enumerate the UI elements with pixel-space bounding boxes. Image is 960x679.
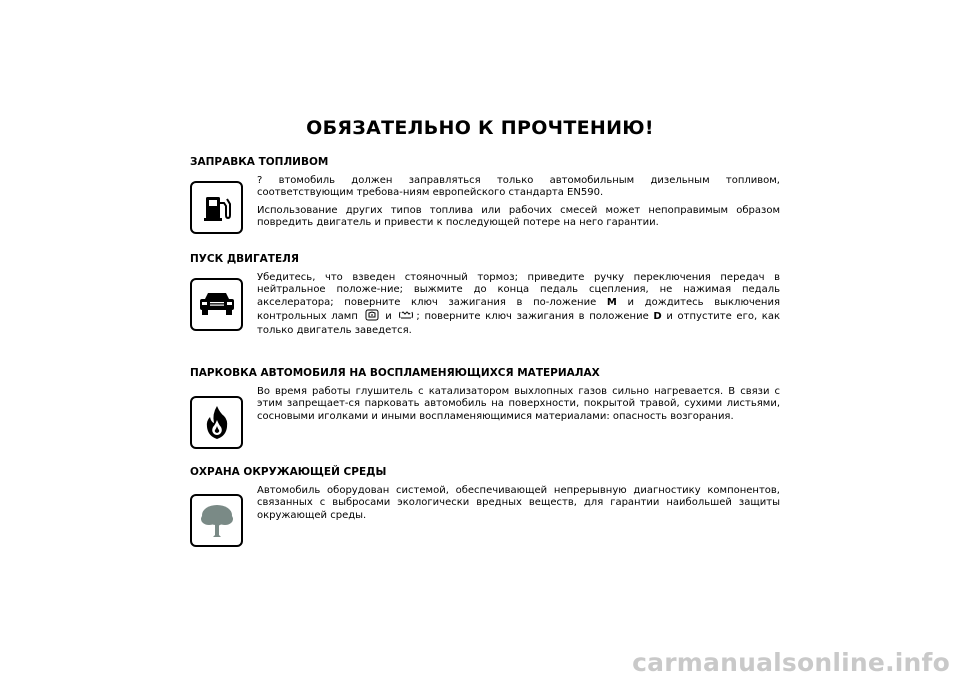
- engine-start-text-and: и: [380, 310, 397, 322]
- engine-start-text-4: и отпустите его, как только двигатель заведется.: [257, 310, 780, 337]
- glow-plug-icon: [398, 309, 414, 325]
- car-front-icon: [190, 278, 243, 331]
- section-heading-refueling: ЗАПРАВКА ТОПЛИВОМ: [190, 156, 329, 168]
- section-refueling: [190, 156, 780, 234]
- section-heading-engine-start: ПУСК ДВИГАТЕЛЯ: [190, 253, 299, 265]
- refueling-paragraph-2: Использование других типов топлива или рабочих смесей может непоправимым образом повредить двигатель и привести к последующей потере на него гарантии.: [257, 204, 780, 228]
- ignition-position-d: D: [653, 310, 662, 322]
- ignition-position-m: M: [606, 296, 617, 308]
- watermark-text: carmanualsonline.info: [632, 648, 950, 677]
- section-heading-parking-flammable: ПАРКОВКА АВТОМОБИЛЯ НА ВОСПЛАМЕНЯЮЩИХСЯ МАТЕРИАЛАХ: [190, 367, 600, 379]
- fuel-pump-icon: [190, 181, 243, 234]
- flame-icon: [190, 396, 243, 449]
- engine-start-text-2: и дождитесь выключения контрольных ламп: [257, 296, 780, 322]
- warning-lamp-icon: [365, 309, 379, 325]
- tree-icon: [190, 494, 243, 547]
- parking-flammable-paragraph: Во время работы глушитель с катализатором выхлопных газов сильно нагревается. В связи с этим запрещает-ся парковать автомобиль на поверхности, покрытой травой, сухими листьями, сосновыми иголками и иными воспламеняющимися материалами: опасность возгорания.: [257, 386, 780, 422]
- section-environment: [190, 466, 780, 527]
- refueling-paragraph-1: ? втомобиль должен заправляться только автомобильным дизельным топливом, соответствующим требова-ниям европейского стандарта EN590.: [257, 175, 780, 199]
- section-parking-flammable: [190, 367, 780, 428]
- engine-start-text-3: ; поверните ключ зажигания в положение: [416, 310, 654, 322]
- environment-paragraph: Автомобиль оборудован системой, обеспечивающей непрерывную диагностику компонентов, связанных с выбросами экологически вредных веществ, для гарантии наибольшей защиты окружающей среды.: [257, 485, 780, 521]
- section-heading-environment: ОХРАНА ОКРУЖАЮЩЕЙ СРЕДЫ: [190, 466, 387, 478]
- page-title: ОБЯЗАТЕЛЬНО К ПРОЧТЕНИЮ!: [306, 117, 654, 139]
- engine-start-text-1: Убедитесь, что взведен стояночный тормоз; приведите ручку переключения передач в нейтральное положе-ние; выжмите до конца педаль сцепления, не нажимая педаль акселератора; поверните ключ зажигания в по-ложение: [257, 272, 780, 308]
- section-engine-start: [190, 253, 780, 342]
- engine-start-paragraph: [257, 272, 780, 337]
